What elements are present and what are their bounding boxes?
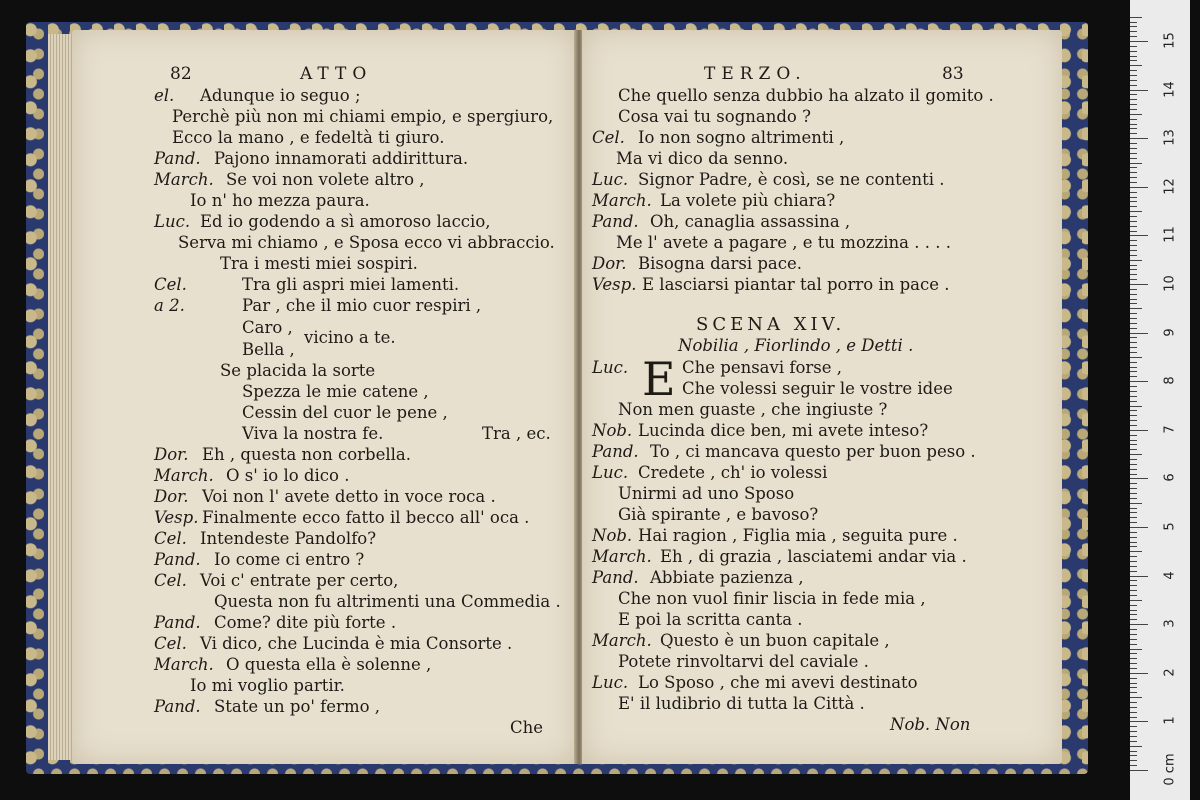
ruler-tick (1130, 449, 1137, 450)
ruler-tick (1130, 721, 1148, 722)
ruler-tick (1130, 692, 1137, 693)
speaker-label: March. (592, 191, 652, 210)
ruler-tick (1130, 124, 1137, 125)
verse-line: Pajono innamorati addirittura. (214, 149, 469, 168)
verse-line: Tra , ec. (482, 424, 551, 443)
ruler-tick (1130, 503, 1142, 504)
ruler-tick (1130, 60, 1137, 61)
ruler-tick (1130, 532, 1137, 533)
ruler-tick (1130, 352, 1137, 353)
ruler-tick (1130, 235, 1148, 236)
ruler-tick (1130, 663, 1137, 664)
ruler-number: 6 (1162, 473, 1178, 483)
ruler-tick (1130, 65, 1142, 66)
ruler-tick (1130, 401, 1137, 402)
left-page (72, 30, 576, 764)
ruler-tick (1130, 206, 1137, 207)
speaker-label: Luc. (592, 673, 629, 692)
ruler-tick (1130, 556, 1137, 557)
ruler-tick (1130, 580, 1137, 581)
ruler-tick (1130, 376, 1137, 377)
verse-line: Intendeste Pandolfo? (200, 529, 377, 548)
ruler-tick (1130, 85, 1137, 86)
running-head: ATTO (300, 64, 373, 84)
verse-line: Ecco la mano , e fedeltà ti giuro. (172, 128, 445, 147)
ruler-tick (1130, 56, 1137, 57)
speaker-label: Pand. (592, 212, 639, 231)
ruler-tick (1130, 80, 1137, 81)
ruler-tick (1130, 153, 1137, 154)
ruler-tick (1130, 70, 1137, 71)
verse-line: Già spirante , e bavoso? (618, 505, 819, 524)
verse-line: E poi la scritta canta . (618, 610, 803, 629)
ruler-tick (1130, 303, 1137, 304)
ruler-tick (1130, 90, 1148, 91)
ruler-tick (1130, 585, 1137, 586)
ruler-tick (1130, 114, 1142, 115)
page-number: 83 (942, 64, 964, 84)
verse-line: Che pensavi forse , (682, 358, 843, 377)
speaker-label: a 2. (154, 296, 185, 315)
ruler-tick (1130, 391, 1137, 392)
ruler-tick (1130, 668, 1137, 669)
verse-line: Voi non l' avete detto in voce roca . (202, 487, 496, 506)
speaker-label: Luc. (592, 170, 629, 189)
ruler-tick (1130, 163, 1142, 164)
ruler-tick (1130, 133, 1137, 134)
ruler-tick (1130, 182, 1137, 183)
ruler-tick (1130, 172, 1137, 173)
verse-line: La volete più chiara? (660, 191, 836, 210)
ruler-tick (1130, 299, 1137, 300)
speaker-label: Nob. (592, 526, 633, 545)
verse-line: Lo Sposo , che mi avevi destinato (638, 673, 918, 692)
ruler-tick (1130, 221, 1137, 222)
verse-line: Ma vi dico da senno. (616, 149, 789, 168)
verse-line: Io mi voglio partir. (190, 676, 345, 695)
speaker-label: Vesp. (592, 275, 637, 294)
verse-line: Io come ci entro ? (214, 550, 365, 569)
ruler-tick (1130, 619, 1137, 620)
ruler-tick (1130, 512, 1137, 513)
ruler-tick (1130, 493, 1137, 494)
ruler-tick (1130, 255, 1137, 256)
ruler-tick (1130, 294, 1137, 295)
speaker-label: Pand. (592, 568, 639, 587)
ruler-tick (1130, 371, 1137, 372)
ruler-tick (1130, 634, 1137, 635)
ruler-number: 5 (1162, 522, 1178, 531)
ruler-tick (1130, 751, 1137, 752)
ruler-tick (1130, 269, 1137, 270)
ruler-tick (1130, 610, 1137, 611)
ruler-tick (1130, 459, 1137, 460)
speaker-label: Pand. (154, 613, 201, 632)
verse-line: Serva mi chiamo , e Sposa ecco vi abbraccio. (178, 233, 555, 252)
ruler-tick (1130, 717, 1137, 718)
verse-line: State un po' fermo , (214, 697, 381, 716)
ruler-tick (1130, 712, 1137, 713)
verse-line: To , ci mancava questo per buon peso . (650, 442, 976, 461)
ruler-tick (1130, 566, 1137, 567)
ruler-tick (1130, 425, 1137, 426)
verse-line: Unirmi ad uno Sposo (618, 484, 795, 503)
ruler-tick (1130, 469, 1137, 470)
ruler-tick (1130, 600, 1142, 601)
ruler-tick (1130, 245, 1137, 246)
ruler-tick (1130, 571, 1137, 572)
ruler-tick (1130, 736, 1137, 737)
ruler-tick (1130, 595, 1137, 596)
ruler-number: 7 (1162, 425, 1178, 434)
ruler-tick (1130, 406, 1142, 407)
speaker-label: Dor. (154, 445, 189, 464)
verse-line: vicino a te. (304, 328, 396, 347)
verse-line: Par , che il mio cuor respiri , (242, 296, 482, 315)
verse-line: Io non sogno altrimenti , (638, 128, 845, 147)
speaker-label: Cel. (154, 275, 187, 294)
ruler-tick (1130, 590, 1137, 591)
ruler-tick (1130, 211, 1142, 212)
ruler-tick (1130, 31, 1137, 32)
verse-line: Se voi non volete altro , (226, 170, 425, 189)
ruler-tick (1130, 26, 1137, 27)
ruler-tick (1130, 128, 1137, 129)
verse-line: Cessin del cuor le pene , (242, 403, 448, 422)
ruler-tick (1130, 148, 1137, 149)
ruler-number: 3 (1162, 619, 1178, 628)
verse-line: O s' io lo dico . (226, 466, 350, 485)
speaker-label: Luc. (592, 358, 629, 377)
ruler-tick (1130, 109, 1137, 110)
ruler-tick (1130, 177, 1137, 178)
ruler-tick (1130, 508, 1137, 509)
ruler-tick (1130, 216, 1137, 217)
ruler-tick (1130, 474, 1137, 475)
speaker-label: Cel. (154, 571, 187, 590)
ruler-tick (1130, 542, 1137, 543)
speaker-label: March. (154, 655, 214, 674)
verse-line: Tra i mesti miei sospiri. (220, 254, 418, 273)
speaker-label: March. (154, 170, 214, 189)
ruler-tick (1130, 410, 1137, 411)
verse-line: Cosa vai tu sognando ? (618, 107, 811, 126)
ruler-tick (1130, 483, 1137, 484)
page-edges (48, 34, 74, 760)
ruler-tick (1130, 362, 1137, 363)
speaker-label: Pand. (592, 442, 639, 461)
ruler-tick (1130, 250, 1137, 251)
ruler-tick (1130, 673, 1148, 674)
ruler-tick (1130, 381, 1148, 382)
measuring-ruler (1130, 0, 1190, 800)
ruler-number: 4 (1162, 570, 1178, 580)
ruler-tick (1130, 274, 1137, 275)
ruler-tick (1130, 46, 1137, 47)
scene-title: SCENA XIV. (696, 314, 846, 335)
ruler-number: 11 (1162, 226, 1178, 244)
ruler-tick (1130, 488, 1137, 489)
ruler-number: 13 (1162, 129, 1178, 146)
verse-line: Finalmente ecco fatto il becco all' oca . (202, 508, 530, 527)
verse-line: Caro , (242, 318, 293, 337)
ruler-tick (1130, 658, 1137, 659)
verse-line: Adunque io seguo ; (200, 86, 361, 105)
speaker-label: Luc. (154, 212, 191, 231)
ruler-tick (1130, 770, 1148, 771)
ruler-tick (1130, 75, 1137, 76)
ruler-tick (1130, 347, 1137, 348)
ruler-number: 1 (1162, 716, 1178, 726)
verse-line: O questa ella è solenne , (226, 655, 432, 674)
speaker-label: Pand. (154, 550, 201, 569)
ruler-tick (1130, 260, 1142, 261)
ruler-tick (1130, 386, 1137, 387)
verse-line: Come? dite più forte . (214, 613, 397, 632)
ruler-tick (1130, 41, 1148, 42)
ruler-tick (1130, 702, 1137, 703)
ruler-tick (1130, 342, 1137, 343)
verse-line: Io n' ho mezza paura. (190, 191, 370, 210)
running-head: TERZO. (704, 64, 807, 84)
ruler-tick (1130, 746, 1142, 747)
ruler-tick (1130, 537, 1137, 538)
speaker-label: Cel. (154, 529, 187, 548)
verse-line: E lasciarsi piantar tal porro in pace . (642, 275, 950, 294)
verse-line: Oh, canaglia assassina , (650, 212, 851, 231)
ruler-tick (1130, 187, 1148, 188)
speaker-label: Dor. (154, 487, 189, 506)
verse-line: Abbiate pazienza , (650, 568, 804, 587)
ruler-tick (1130, 279, 1137, 280)
verse-line: Potete rinvoltarvi del caviale . (618, 652, 869, 671)
ruler-tick (1130, 517, 1137, 518)
verse-line: Se placida la sorte (220, 361, 376, 380)
verse-line: Eh , di grazia , lasciatemi andar via . (660, 547, 967, 566)
verse-line: E' il ludibrio di tutta la Città . (618, 694, 865, 713)
ruler-tick (1130, 318, 1137, 319)
ruler-number: 14 (1162, 80, 1178, 98)
verse-line: Bella , (242, 340, 295, 359)
verse-line: Che non vuol finir liscia in fede mia , (618, 589, 926, 608)
ruler-tick (1130, 231, 1137, 232)
drop-cap: E (642, 352, 676, 406)
ruler-tick (1130, 323, 1137, 324)
verse-line: Me l' avete a pagare , e tu mozzina . . . . (616, 233, 951, 252)
ruler-tick (1130, 639, 1137, 640)
ruler-tick (1130, 454, 1142, 455)
ruler-tick (1130, 546, 1137, 547)
ruler-tick (1130, 333, 1148, 334)
verse-line: Non men guaste , che ingiuste ? (618, 400, 888, 419)
ruler-tick (1130, 420, 1137, 421)
scene-characters: Nobilia , Fiorlindo , e Detti . (678, 336, 914, 355)
ruler-tick (1130, 396, 1137, 397)
ruler-number: 0 cm (1162, 753, 1178, 786)
verse-line: Questo è un buon capitale , (660, 631, 890, 650)
ruler-tick (1130, 614, 1137, 615)
ruler-tick (1130, 119, 1137, 120)
ruler-number: 12 (1162, 178, 1178, 195)
ruler-tick (1130, 357, 1142, 358)
verse-line: Credete , ch' io volessi (638, 463, 828, 482)
ruler-number: 15 (1162, 32, 1178, 49)
ruler-tick (1130, 435, 1137, 436)
ruler-tick (1130, 36, 1137, 37)
ruler-tick (1130, 653, 1137, 654)
ruler-tick (1130, 522, 1137, 523)
ruler-tick (1130, 644, 1137, 645)
speaker-label: Nob. (592, 421, 633, 440)
ruler-tick (1130, 415, 1137, 416)
ruler-tick (1130, 328, 1137, 329)
ruler-tick (1130, 265, 1137, 266)
ruler-number: 10 (1162, 275, 1178, 292)
ruler-tick (1130, 649, 1142, 650)
verse-line: Hai ragion , Figlia mia , seguita pure . (638, 526, 958, 545)
verse-line: Questa non fu altrimenti una Commedia . (214, 592, 561, 611)
speaker-label: Cel. (154, 634, 187, 653)
ruler-tick (1130, 683, 1137, 684)
verse-line: Vi dico, che Lucinda è mia Consorte . (200, 634, 513, 653)
ruler-tick (1130, 138, 1148, 139)
verse-line: Che volessi seguir le vostre idee (682, 379, 953, 398)
ruler-tick (1130, 17, 1142, 18)
verse-line: Che quello senza dubbio ha alzato il gomito . (618, 86, 994, 105)
ruler-tick (1130, 226, 1137, 227)
ruler-tick (1130, 561, 1137, 562)
catchword: Nob. Non (890, 715, 971, 734)
ruler-tick (1130, 605, 1137, 606)
ruler-tick (1130, 707, 1137, 708)
speaker-label: Pand. (154, 697, 201, 716)
ruler-tick (1130, 99, 1137, 100)
speaker-label: el. (154, 86, 175, 105)
verse-line: Voi c' entrate per certo, (200, 571, 399, 590)
ruler-tick (1130, 167, 1137, 168)
ruler-number: 8 (1162, 376, 1178, 385)
ruler-tick (1130, 430, 1148, 431)
ruler-tick (1130, 624, 1148, 625)
speaker-label: Pand. (154, 149, 201, 168)
ruler-tick (1130, 765, 1137, 766)
ruler-tick (1130, 104, 1137, 105)
ruler-tick (1130, 731, 1137, 732)
ruler-tick (1130, 760, 1137, 761)
ruler-tick (1130, 143, 1137, 144)
ruler-tick (1130, 576, 1148, 577)
verse-line: Eh , questa non corbella. (202, 445, 411, 464)
right-page (582, 30, 1062, 764)
speaker-label: March. (154, 466, 214, 485)
ruler-number: 9 (1162, 327, 1178, 337)
ruler-tick (1130, 755, 1137, 756)
speaker-label: Dor. (592, 254, 627, 273)
verse-line: Perchè più non mi chiami empio, e spergiuro, (172, 107, 554, 126)
ruler-tick (1130, 367, 1137, 368)
verse-line: Bisogna darsi pace. (638, 254, 803, 273)
ruler-tick (1130, 527, 1148, 528)
ruler-tick (1130, 551, 1142, 552)
catchword: Che (510, 718, 544, 737)
ruler-tick (1130, 289, 1137, 290)
ruler-tick (1130, 444, 1137, 445)
ruler-tick (1130, 158, 1137, 159)
ruler-tick (1130, 51, 1137, 52)
ruler-tick (1130, 678, 1137, 679)
ruler-tick (1130, 741, 1137, 742)
speaker-label: Vesp. (154, 508, 199, 527)
verse-line: Ed io godendo a sì amoroso laccio, (200, 212, 491, 231)
ruler-tick (1130, 192, 1137, 193)
ruler-tick (1130, 197, 1137, 198)
ruler-tick (1130, 726, 1137, 727)
ruler-tick (1130, 478, 1148, 479)
ruler-tick (1130, 697, 1142, 698)
ruler-tick (1130, 240, 1137, 241)
verse-line: Viva la nostra fe. (242, 424, 384, 443)
ruler-tick (1130, 284, 1148, 285)
verse-line: Signor Padre, è così, se ne contenti . (638, 170, 945, 189)
ruler-tick (1130, 22, 1137, 23)
speaker-label: March. (592, 631, 652, 650)
speaker-label: Cel. (592, 128, 625, 147)
ruler-tick (1130, 201, 1137, 202)
ruler-tick (1130, 687, 1137, 688)
ruler-number: 2 (1162, 668, 1178, 677)
speaker-label: Luc. (592, 463, 629, 482)
ruler-tick (1130, 629, 1137, 630)
ruler-tick (1130, 313, 1137, 314)
speaker-label: March. (592, 547, 652, 566)
ruler-tick (1130, 308, 1142, 309)
page-number: 82 (170, 64, 192, 84)
ruler-tick (1130, 337, 1137, 338)
ruler-tick (1130, 94, 1137, 95)
ruler-tick (1130, 464, 1137, 465)
verse-line: Tra gli aspri miei lamenti. (242, 275, 460, 294)
ruler-tick (1130, 498, 1137, 499)
ruler-tick (1130, 440, 1137, 441)
verse-line: Lucinda dice ben, mi avete inteso? (638, 421, 929, 440)
verse-line: Spezza le mie catene , (242, 382, 429, 401)
